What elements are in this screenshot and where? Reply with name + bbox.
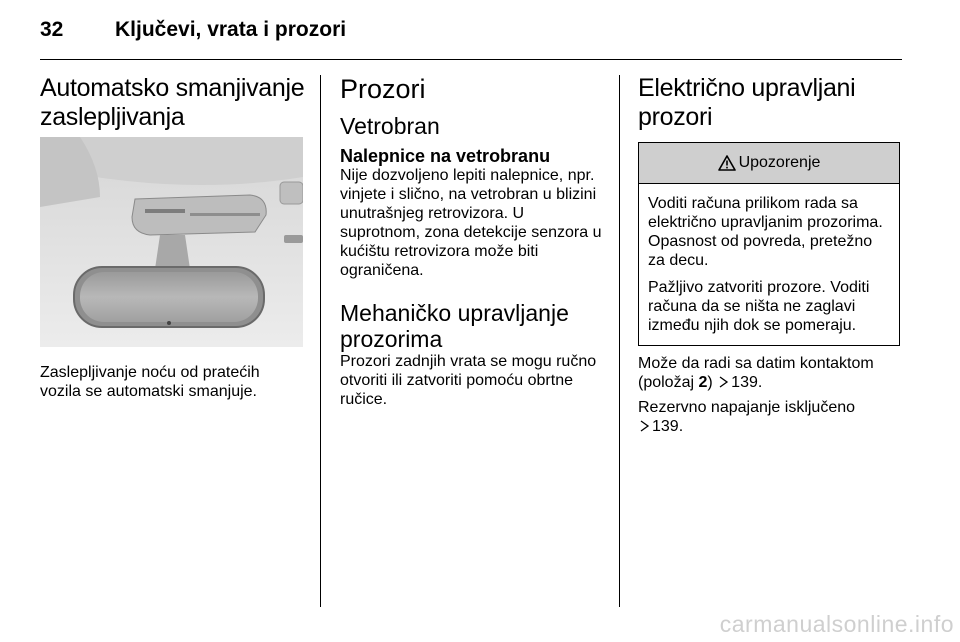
page-header [40, 18, 902, 48]
cross-reference-icon [638, 418, 650, 430]
warning-text-2: Pažljivo zatvoriti prozore. Voditi računa da se ništa ne zaglavi između njih dok se pomeraju. [648, 279, 870, 334]
ignition-position: 2 [698, 374, 708, 391]
rearview-mirror-photo [40, 137, 303, 347]
column-divider-right [619, 75, 620, 607]
column-2 [340, 74, 605, 409]
manual-windows-text: Prozori zadnjih vrata se mogu ručno otvoriti ili zatvoriti pomoću obrtne ručice. [340, 353, 597, 408]
cross-reference-icon [717, 374, 729, 386]
mirror-illustration [40, 137, 303, 347]
warning-box [638, 142, 900, 346]
page-number: 32 [40, 18, 64, 41]
photo-caption [40, 363, 305, 401]
subheading-windshield: Vetrobran [340, 113, 440, 139]
section-heading-power-windows: Električno upravljani prozori [638, 74, 856, 131]
chapter-title: Ključevi, vrata i prozori [115, 18, 347, 41]
header-rule [40, 59, 902, 60]
ignition-note-text: Može da radi sa datim kontaktom (položaj [638, 355, 874, 391]
ignition-note-close: ) [707, 374, 718, 391]
warning-title: Upozorenje [738, 154, 821, 171]
power-windows-info [638, 354, 900, 436]
section-heading-glare: Automatsko smanjivanje zaslepljivanja [40, 74, 305, 131]
windshield-stickers-text: Nije dozvoljeno lepiti nalepnice, npr. vinjete i slično, na vetrobran u blizini unutrašnjeg retrovizora. U suprotnom, zona detekcije senzora u kućištu retrovizora može biti ograničena. [340, 167, 602, 279]
retained-power-text: Rezervno napajanje isključeno [638, 399, 856, 416]
column-1 [40, 74, 305, 132]
warning-text-1: Voditi računa prilikom rada sa električno upravljanim prozorima. Opasnost od povreda, pretežno za decu. [648, 195, 883, 269]
heading-windshield-stickers: Nalepnice na vetrobranu [340, 146, 551, 166]
warning-triangle-icon [718, 155, 736, 171]
column-3 [638, 74, 900, 436]
ignition-page-ref[interactable]: 139. [731, 374, 763, 391]
heading-manual-windows: Mehaničko upravljanje prozorima [340, 300, 569, 352]
watermark: carmanualsonline.info [719, 611, 954, 637]
caption-text: Zaslepljivanje noću od pratećih vozila se automatski smanjuje. [40, 364, 260, 400]
warning-header [639, 143, 899, 184]
ignition-note [638, 354, 900, 392]
retained-power-note [638, 398, 900, 436]
retained-power-page-ref[interactable]: 139. [652, 418, 684, 435]
section-heading-windows: Prozori [340, 74, 426, 104]
column-divider-left [320, 75, 321, 607]
warning-body [639, 184, 899, 345]
